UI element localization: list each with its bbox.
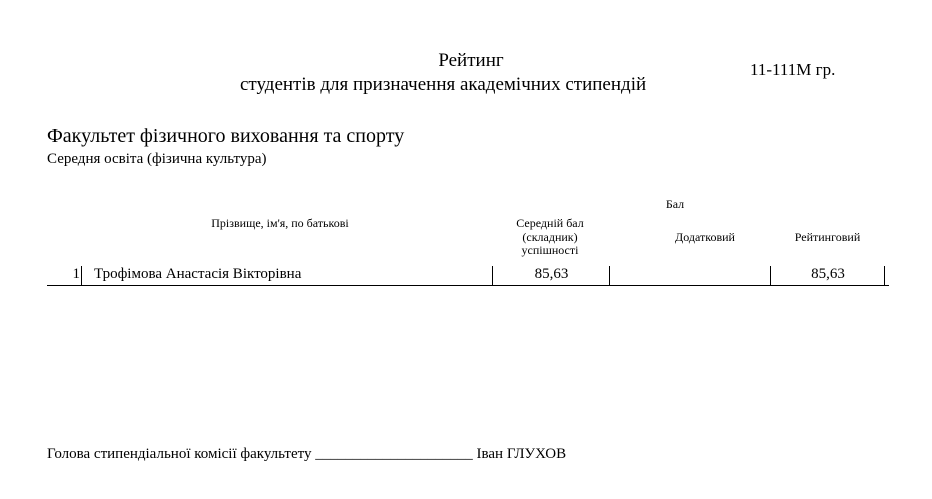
cell-divider [770,266,771,285]
student-name: Трофімова Анастасія Вікторівна [94,266,302,282]
cell-divider [81,266,82,285]
document-title: Рейтинг [438,50,504,71]
row-underline [47,285,889,286]
column-header-name: Прізвище, ім'я, по батькові [211,216,349,230]
document-subtitle: студентів для призначення академічних стипендій [240,74,647,95]
cell-divider [609,266,610,285]
column-group-header-bal: Бал [665,197,685,211]
group-label: 11-111М гр. [750,60,836,79]
average-score: 85,63 [534,266,569,282]
rating-score: 85,63 [811,266,845,282]
column-header-rating: Рейтинговий [794,230,861,244]
cell-divider [884,266,885,285]
faculty-name: Факультет фізичного виховання та спорту [47,125,405,147]
signature-line: Голова стипендіальної комісії факультету _____________________ Іван ГЛУХОВ [47,446,567,462]
program-name: Середня освіта (фізична культура) [47,151,267,167]
column-header-additional: Додатковий [675,230,735,244]
row-number: 1 [72,266,80,282]
cell-divider [492,266,493,285]
column-header-average: Середній бал (складник) успішності [516,216,584,257]
